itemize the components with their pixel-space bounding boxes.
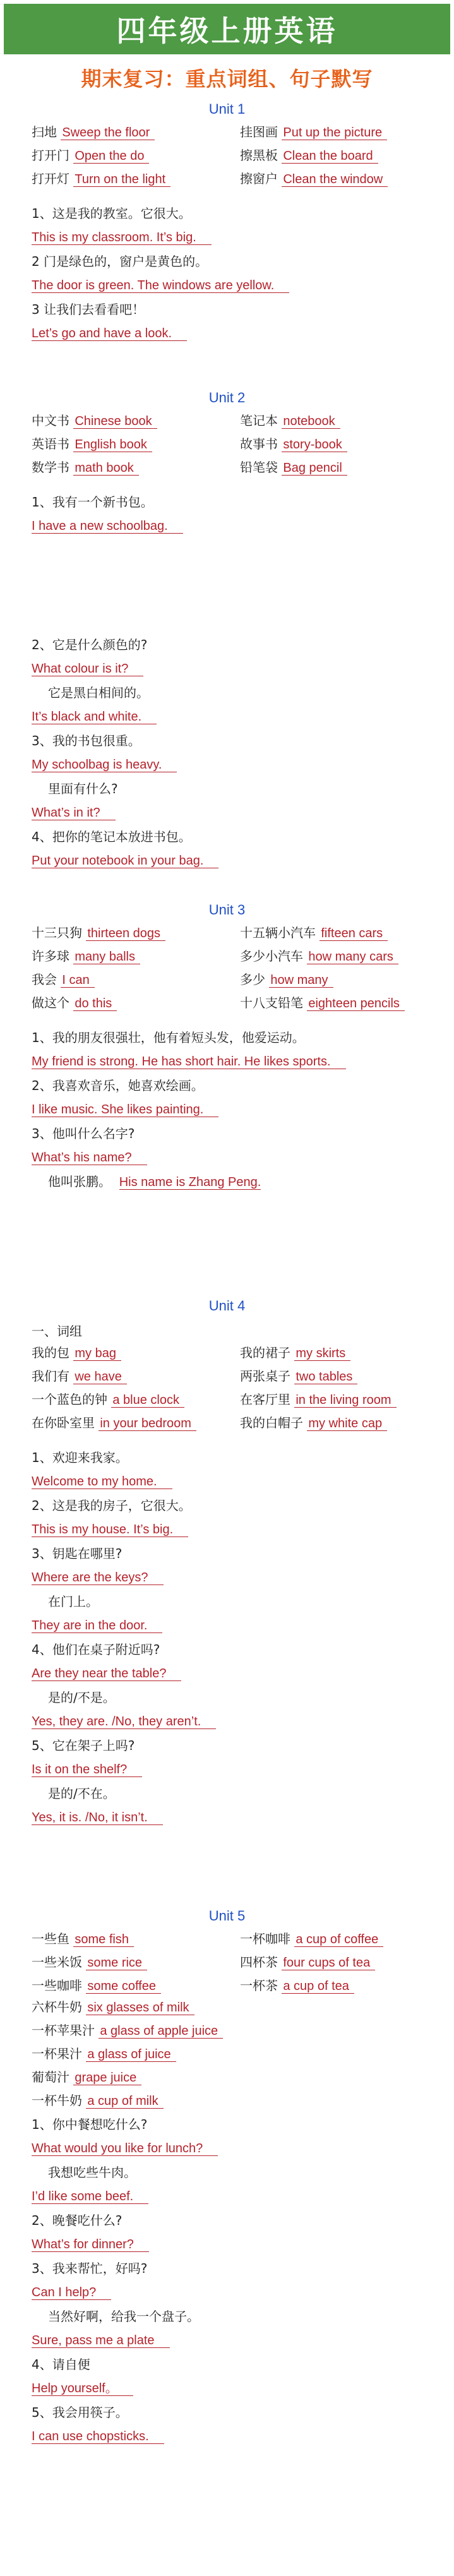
answer: My schoolbag is heavy. — [32, 753, 422, 777]
vocab-item: 一杯果汁 a glass of juice — [32, 2042, 422, 2066]
vocab-item: 英语书 English book — [32, 434, 240, 454]
answer: Can I help? — [32, 2280, 422, 2304]
vocab-item: 葡萄汁 grape juice — [32, 2066, 422, 2089]
unit4-heading: 一、词组 — [32, 1324, 82, 1339]
unit2-title: Unit 2 — [208, 390, 246, 405]
vocab-item: 擦窗户 Clean the window — [240, 169, 423, 189]
unit5-vocab-pairs — [32, 1929, 422, 1996]
vocab-item: 在客厅里 in the living room — [240, 1390, 423, 1410]
unit4-vocab — [32, 1343, 422, 1433]
vocab-item: 数学书 math book — [32, 458, 240, 477]
vocab-item: 十八支铅笔 eighteen pencils — [240, 993, 423, 1013]
unit2-vocab — [32, 411, 422, 477]
banner-title: 四年级上册英语 — [116, 14, 338, 48]
unit5-sentences — [32, 2112, 422, 2448]
question: 3、他叫什么名字? — [32, 1126, 135, 1141]
question: 2、晚餐吃什么? — [32, 2213, 122, 2228]
question: 1、我的朋友很强壮，他有着短头发，他爱运动。 — [32, 1030, 305, 1045]
vocab-item: 在你卧室里 in your bedroom — [32, 1413, 240, 1433]
answer: My friend is strong. He has short hair. He likes sports. — [32, 1050, 422, 1074]
vocab-item: 一些鱼 some fish — [32, 1929, 240, 1949]
question: 是的/不是。 — [48, 1690, 116, 1705]
question: 里面有什么? — [48, 781, 118, 796]
vocab-item: 许多球 many balls — [32, 947, 240, 966]
blank-space — [0, 1194, 454, 1289]
vocab-item: 一杯咖啡 a cup of coffee — [240, 1929, 423, 1949]
question: 4、把你的笔记本放进书包。 — [32, 829, 191, 844]
vocab-item: 十五辆小汽车 fifteen cars — [240, 923, 423, 943]
unit1-sentences — [32, 201, 422, 345]
vocab-item: 打开门 Open the do — [32, 146, 240, 165]
unit3-sentences — [32, 1026, 422, 1194]
vocab-item: 一些咖啡 some coffee — [32, 1976, 240, 1996]
question: 5、我会用筷子。 — [32, 2405, 128, 2420]
answer: Put your notebook in your bag. — [32, 849, 422, 873]
question: 在门上。 — [48, 1594, 99, 1609]
question: 5、它在架子上吗? — [32, 1738, 135, 1753]
question: 1、我有一个新书包。 — [32, 494, 153, 510]
answer: What would you like for lunch? — [32, 2136, 422, 2160]
vocab-item: 铅笔袋 Bag pencil — [240, 458, 423, 477]
answer: Sure, pass me a plate — [32, 2328, 422, 2352]
answer: I’d like some beef. — [32, 2184, 422, 2208]
answer: What’s his name? — [32, 1146, 422, 1170]
question: 1、欢迎来我家。 — [32, 1450, 128, 1465]
answer: This is my house. It’s big. — [32, 1518, 422, 1542]
vocab-item: 扫地 Sweep the floor — [32, 123, 240, 142]
unit5-vocab-single — [32, 1996, 422, 2112]
vocab-item: 挂图画 Put up the picture — [240, 123, 423, 142]
vocab-item: 笔记本 notebook — [240, 411, 423, 431]
vocab-item: 我的包 my bag — [32, 1343, 240, 1363]
vocab-item: 我的白帽子 my white cap — [240, 1413, 423, 1433]
vocab-item: 中文书 Chinese book — [32, 411, 240, 431]
vocab-item: 四杯茶 four cups of tea — [240, 1953, 423, 1972]
answer: This is my classroom. It’s big. — [32, 225, 422, 249]
answer: Let’s go and have a look. — [32, 321, 422, 345]
answer: The door is green. The windows are yellow. — [32, 273, 422, 297]
question: 2、这是我的房子，它很大。 — [32, 1498, 191, 1513]
answer: What’s for dinner? — [32, 2232, 422, 2256]
question: 3、钥匙在哪里? — [32, 1546, 122, 1561]
answer: I can use chopsticks. — [32, 2424, 422, 2448]
unit3-section — [0, 923, 454, 1194]
question: 2、我喜欢音乐，她喜欢绘画。 — [32, 1078, 204, 1093]
vocab-item: 一杯苹果汁 a glass of apple juice — [32, 2019, 422, 2042]
unit1-section — [0, 123, 454, 345]
question: 2 门是绿色的，窗户是黄色的。 — [32, 254, 208, 269]
unit3-vocab — [32, 923, 422, 1013]
page — [0, 4, 454, 2576]
answer: It’s black and white. — [32, 705, 422, 729]
vocab-item: 一些米饭 some rice — [32, 1953, 240, 1972]
blank-space — [32, 538, 422, 633]
question: 我想吃些牛肉。 — [48, 2165, 136, 2180]
unit3-title: Unit 3 — [208, 902, 246, 918]
question: 3、我来帮忙，好吗? — [32, 2261, 148, 2276]
question: 2、它是什么颜色的? — [32, 637, 148, 652]
blank-space — [0, 1830, 454, 1899]
page-subtitle: 期末复习：重点词组、句子默写 — [81, 67, 373, 91]
unit1-title: Unit 1 — [208, 101, 246, 117]
unit4-section — [0, 1319, 454, 1830]
vocab-item: 十三只狗 thirteen dogs — [32, 923, 240, 943]
answer: Help yourself。 — [32, 2376, 422, 2400]
vocab-item: 我们有 we have — [32, 1367, 240, 1386]
question: 3 让我们去看看吧！ — [32, 302, 145, 317]
answer: What’s in it? — [32, 801, 422, 825]
question: 当然好啊，给我一个盘子。 — [48, 2309, 200, 2324]
answer: Are they near the table? — [32, 1662, 422, 1686]
vocab-item: 故事书 story-book — [240, 434, 423, 454]
answer: I have a new schoolbag. — [32, 514, 422, 538]
vocab-item: 多少小汽车 how many cars — [240, 947, 423, 966]
question: 它是黑白相间的。 — [48, 685, 149, 700]
answer-row: 他叫张鹏。 His name is Zhang Peng. — [48, 1174, 261, 1189]
answer: Where are the keys? — [32, 1566, 422, 1590]
vocab-item: 我会 I can — [32, 970, 240, 990]
unit4-title: Unit 4 — [208, 1298, 246, 1314]
vocab-item: 一杯茶 a cup of tea — [240, 1976, 423, 1996]
vocab-item: 多少 how many — [240, 970, 423, 990]
answer: I like music. She likes painting. — [32, 1098, 422, 1122]
vocab-item: 一个蓝色的钟 a blue clock — [32, 1390, 240, 1410]
vocab-item: 做这个 do this — [32, 993, 240, 1013]
unit4-sentences — [32, 1446, 422, 1830]
unit5-section — [0, 1929, 454, 2448]
unit2-section — [0, 411, 454, 873]
answer: What colour is it? — [32, 657, 422, 681]
vocab-item: 打开灯 Turn on the light — [32, 169, 240, 189]
unit2-sentences — [32, 490, 422, 873]
title-banner — [4, 4, 450, 54]
vocab-item: 一杯牛奶 a cup of milk — [32, 2089, 422, 2112]
vocab-item: 六杯牛奶 six glasses of milk — [32, 1996, 422, 2019]
question: 4、他们在桌子附近吗? — [32, 1642, 160, 1657]
question: 1、你中餐想吃什么? — [32, 2117, 148, 2132]
answer: Yes, they are. /No, they aren’t. — [32, 1710, 422, 1734]
unit1-vocab — [32, 123, 422, 189]
vocab-item: 擦黑板 Clean the board — [240, 146, 423, 165]
vocab-item: 我的裙子 my skirts — [240, 1343, 423, 1363]
question: 4、请自便 — [32, 2357, 90, 2372]
question: 是的/不在。 — [48, 1786, 116, 1801]
answer: Is it on the shelf? — [32, 1758, 422, 1782]
vocab-item: 两张桌子 two tables — [240, 1367, 423, 1386]
unit5-title: Unit 5 — [208, 1908, 246, 1924]
answer: Welcome to my home. — [32, 1470, 422, 1494]
answer: Yes, it is. /No, it isn’t. — [32, 1806, 422, 1830]
question: 1、这是我的教室。它很大。 — [32, 206, 191, 221]
question: 3、我的书包很重。 — [32, 733, 141, 748]
answer: They are in the door. — [32, 1614, 422, 1638]
